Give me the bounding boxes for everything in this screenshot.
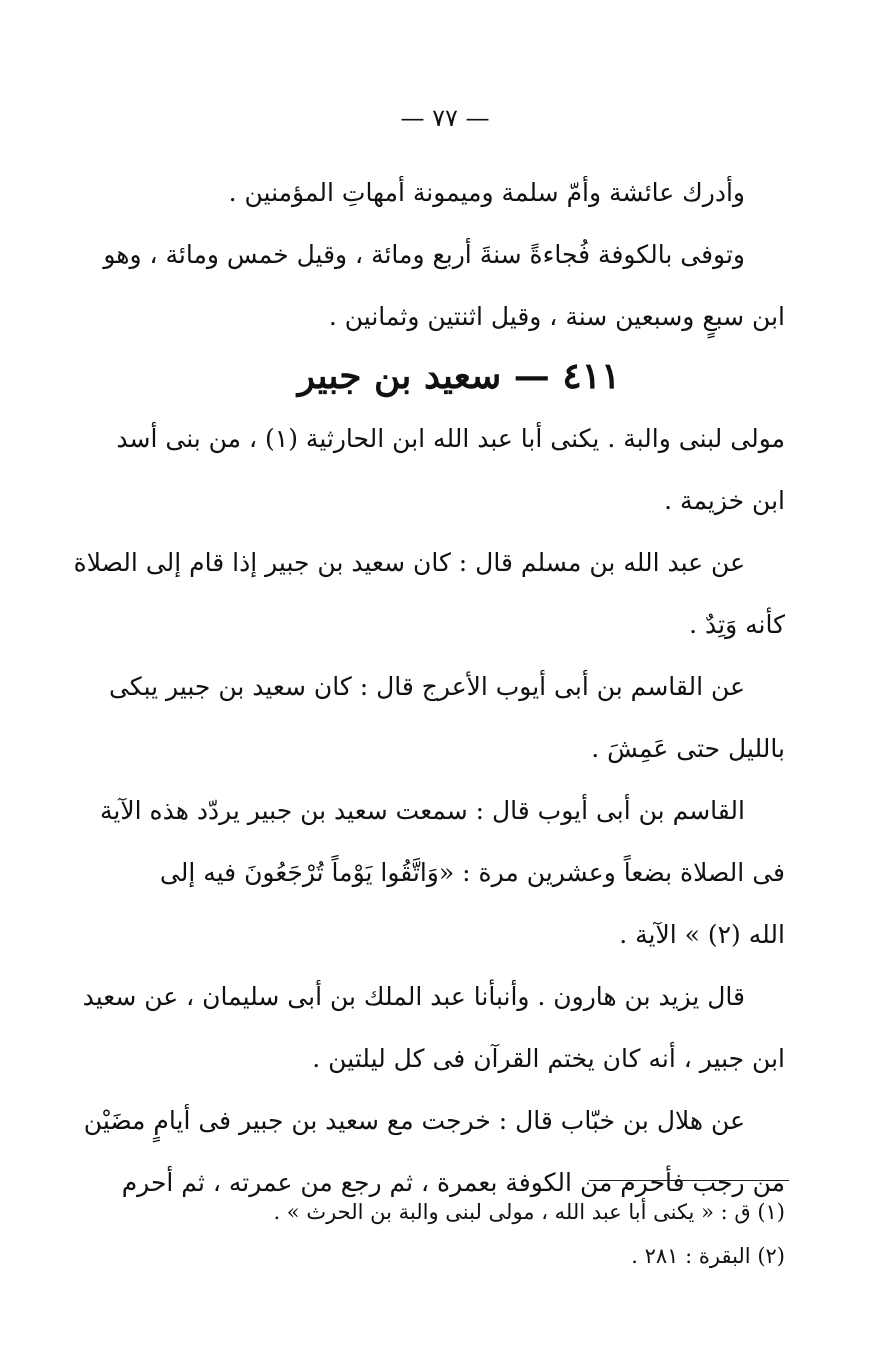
text-line: مولى لبنى والبة . يكنى أبا عبد الله ابن الحارثية (١) ، من بنى أسد — [116, 424, 785, 453]
text-line: الله (٢) » الآية . — [619, 920, 785, 949]
text-line: القاسم بن أبى أيوب قال : سمعت سعيد بن جبير يردّد هذه الآية — [99, 796, 745, 825]
text-line: ابن خزيمة . — [664, 486, 785, 515]
footnote-2: (٢) البقرة : ٢٨١ . — [631, 1244, 785, 1268]
text-line: كأنه وَتِدٌ . — [689, 610, 785, 639]
footnote-divider — [589, 1180, 789, 1181]
text-line: فى الصلاة بضعاً وعشرين مرة : «وَاتَّقُوا يَوْماً تُرْجَعُونَ فيه إلى — [159, 858, 785, 887]
text-line: وأدرك عائشة وأمّ سلمة وميمونة أمهاتِ المؤمنين . — [228, 178, 745, 207]
section-heading: ٤١١ — سعيد بن جبير — [297, 355, 621, 397]
body-text — [73, 408, 785, 1214]
text-line: ابن سبعٍ وسبعين سنة ، وقيل اثنتين وثمانين . — [328, 302, 785, 331]
text-line: من رجب فأحرم من الكوفة بعمرة ، ثم رجع من عمرته ، ثم أحرم — [121, 1168, 785, 1197]
intro-text — [103, 162, 785, 348]
footnotes — [133, 1190, 785, 1278]
text-line: وتوفى بالكوفة فُجاءةً سنةَ أربع ومائة ، وقيل خمس ومائة ، وهو — [103, 240, 745, 269]
page-number: — ٧٧ — — [400, 104, 490, 132]
text-line: ابن جبير ، أنه كان يختم القرآن فى كل ليلتين . — [312, 1044, 785, 1073]
footnote-1: (١) ق : « يكنى أبا عبد الله ، مولى لبنى والبة بن الحرث » . — [273, 1200, 785, 1224]
text-line: قال يزيد بن هارون . وأنبأنا عبد الملك بن أبى سليمان ، عن سعيد — [82, 982, 745, 1011]
text-line: عن القاسم بن أبى أيوب الأعرج قال : كان سعيد بن جبير يبكى — [108, 672, 745, 701]
text-line: عن هلال بن خبّاب قال : خرجت مع سعيد بن جبير فى أيامٍ مضَيْن — [83, 1106, 745, 1135]
text-line: عن عبد الله بن مسلم قال : كان سعيد بن جبير إذا قام إلى الصلاة — [73, 548, 745, 577]
text-line: بالليل حتى عَمِشَ . — [591, 734, 785, 763]
